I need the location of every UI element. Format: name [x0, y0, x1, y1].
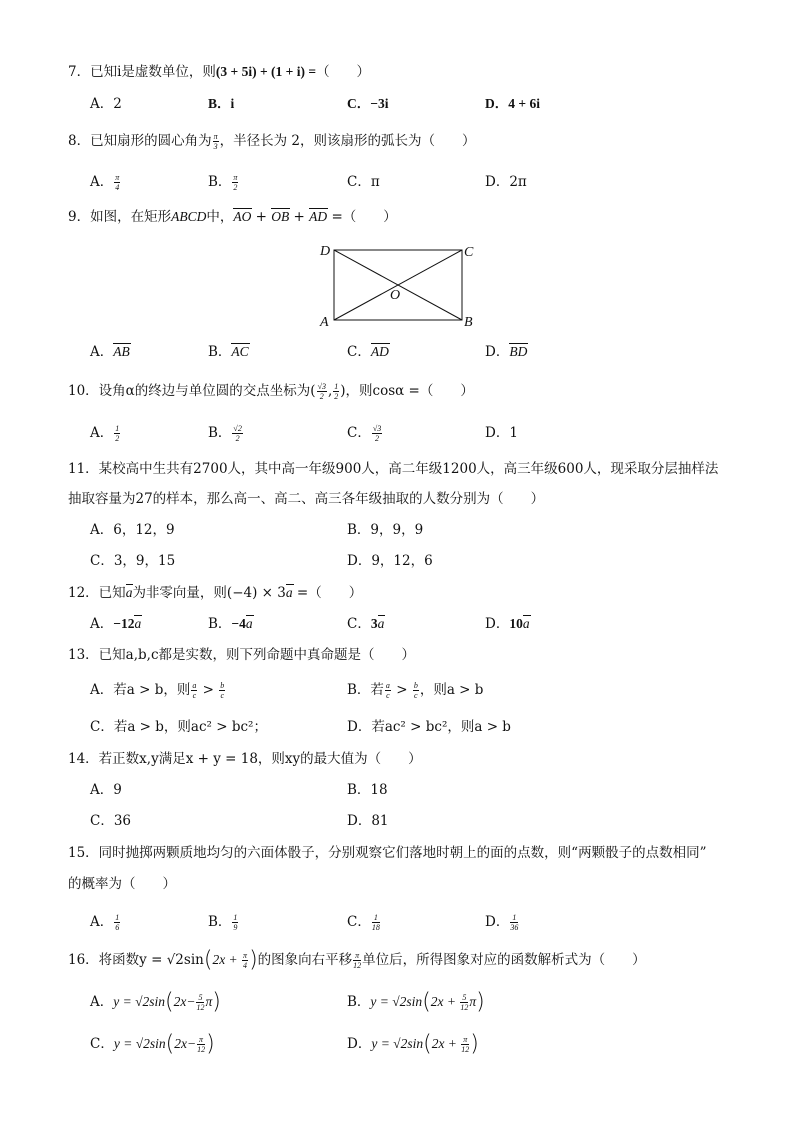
q11-option-d: D．9，12，6: [347, 553, 433, 569]
vertex-b-label: B: [464, 315, 473, 330]
question-11-line-1: 11．某校高中生共有2700人，其中高一年级900人，高二年级1200人，高三年级600人，现采取分层抽样法: [68, 461, 719, 477]
q16-option-d: D．y = √2sin(2x + $\frac{\pi}{12}$ ): [347, 1031, 479, 1057]
q10-option-d: D．1: [485, 425, 518, 441]
question-9: 9．如图，在矩形ABCD中，AO + OB + AD =（ ）: [68, 209, 397, 225]
q14-option-b: B．18: [347, 782, 388, 798]
q12-option-c: C．3a: [347, 616, 385, 632]
q7-expr: (3 + 5i) + (1 + i) =: [215, 64, 317, 79]
q14-option-c: C．36: [90, 813, 132, 829]
q7-stem: 7．已知i是虚数单位，则: [68, 64, 216, 80]
q7-option-b: B．i: [208, 96, 235, 111]
q9-vector-ao: AO: [233, 207, 251, 227]
vertex-c-label: C: [464, 245, 474, 260]
q10-y-fraction: $\frac{1}{2}$: [334, 382, 339, 401]
q11-option-c: C．3，9，15: [90, 553, 176, 569]
q15-option-c: C． $\frac{1}{18}$: [347, 913, 380, 932]
center-o-label: O: [390, 288, 401, 303]
q12-option-b: B．−4a: [208, 616, 253, 632]
q8-option-b: B． $\frac{\pi}{2}$: [208, 173, 238, 192]
question-12: 12．已知a为非零向量，则(−4) × 3a =（ ）: [68, 585, 363, 601]
question-13: 13．已知a,b,c都是实数，则下列命题中真命题是（ ）: [68, 647, 416, 663]
q13-option-a: A．若a > b，则 $\frac{a}{c}$ > $\frac{b}{c}$: [90, 681, 225, 700]
q14-option-d: D．81: [347, 813, 389, 829]
q16-option-b: B．y = √2sin(2x + $\frac{5}{12}$ π): [347, 989, 485, 1015]
q14-option-a: A．9: [90, 782, 122, 798]
q11-option-b: B．9，9，9: [347, 522, 424, 538]
q9-vector-ob: OB: [271, 207, 289, 227]
q10-option-a: A． $\frac{1}{2}$: [90, 424, 120, 443]
q8-option-c: C．π: [347, 174, 380, 190]
question-15-line-1: 15．同时抛掷两颗质地均匀的六面体骰子，分别观察它们落地时朝上的面的点数，则“两颗骰子的点数相同”: [68, 845, 707, 861]
q13-option-d: D．若ac² > bc²，则a > b: [347, 719, 511, 735]
q9-vector-ad: AD: [309, 207, 327, 227]
vertex-a-label: A: [320, 315, 329, 330]
question-11-line-2: 抽取容量为27的样本，那么高一、高二、高三各年级抽取的人数分别为（ ）: [68, 491, 545, 507]
q10-option-c: C． $\frac{√3}{2}$: [347, 424, 382, 443]
q7-option-d: D．4 + 6i: [485, 96, 540, 111]
q9-option-d: D．BD: [485, 344, 528, 360]
vertex-d-label: D: [320, 244, 331, 259]
q10-option-b: B． $\frac{√2}{2}$: [208, 424, 242, 443]
q16-option-a: A．y = √2sin(2x− $\frac{5}{12}$ π): [90, 989, 221, 1015]
q15-option-d: D． $\frac{1}{36}$: [485, 913, 519, 932]
q7-option-c: C．−3i: [347, 96, 389, 111]
q12-option-d: D．10a: [485, 616, 530, 632]
q8-option-d: D．2π: [485, 174, 527, 190]
q9-rectangle-figure: [316, 240, 486, 332]
q13-option-c: C．若a > b，则ac² > bc²；: [90, 719, 267, 735]
q8-option-a: A． $\frac{\pi}{4}$: [90, 173, 120, 192]
question-8: [68, 131, 476, 151]
q9-option-b: B．AC: [208, 344, 249, 360]
q13-option-b: B．若 $\frac{a}{c}$ > $\frac{b}{c}$ ，则a > b: [347, 681, 484, 700]
q12-vector-a: a: [126, 583, 133, 603]
question-16: 16．将函数y = √2sin(2x + $\frac{\pi}{4}$ )的图象向右平移 $\frac{\pi}{12}$ 单位后，所得图象对应的函数解析式为（ ）: [68, 947, 646, 973]
q9-rect-name: ABCD: [171, 209, 207, 224]
q11-option-a: A．6，12，9: [90, 522, 175, 538]
q16-option-c: C．y = √2sin(2x− $\frac{\pi}{12}$ ): [90, 1031, 215, 1057]
question-10: 10．设角α的终边与单位圆的交点坐标为( $\frac{√3}{2}$ , $\frac{1}{2}$ )，则cosα =（ ）: [68, 382, 474, 401]
q9-option-a: A．AB: [90, 344, 130, 360]
q9-option-c: C．AD: [347, 344, 389, 360]
q8-angle-fraction: $\frac{\pi}{3}$: [213, 132, 218, 151]
question-14: 14．若正数x,y满足x + y = 18，则xy的最大值为（ ）: [68, 751, 422, 767]
q12-option-a: A．−12a: [90, 616, 142, 632]
q15-option-a: A． $\frac{1}{6}$: [90, 913, 120, 932]
q8-stem-a: 8．已知扇形的圆心角为: [68, 133, 212, 149]
q7-option-a: A．2: [90, 96, 122, 112]
q10-x-fraction: $\frac{√3}{2}$: [317, 382, 326, 401]
q7-blank: （ ）: [316, 64, 371, 80]
q8-stem-b: ，半径长为 2，则该扇形的弧长为（ ）: [219, 133, 476, 149]
q15-option-b: B． $\frac{1}{9}$: [208, 913, 238, 932]
question-7: [68, 62, 370, 82]
question-15-line-2: 的概率为（ ）: [68, 876, 176, 892]
